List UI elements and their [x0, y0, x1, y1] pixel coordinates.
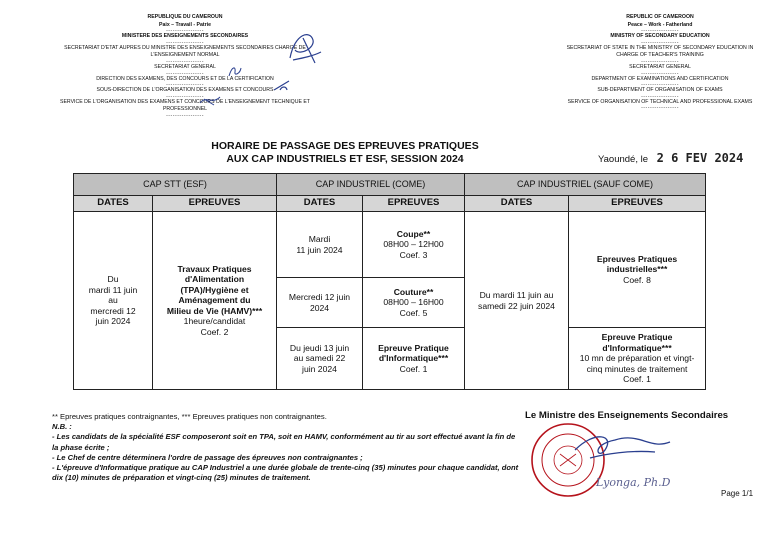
group-header-row [74, 174, 706, 196]
col-header-dates: DATES [74, 196, 153, 212]
divider: ----------------- [166, 82, 204, 89]
col-header-dates: DATES [465, 196, 569, 212]
cell-line: Coef. 8 [623, 274, 651, 285]
document-title [180, 140, 510, 166]
republic-fr: REPUBLIQUE DU CAMEROUN [147, 14, 223, 20]
cell-line: au [108, 295, 118, 306]
note-item: - Les candidats de la spécialité ESF composeront soit en TPA, soit en HAMV, conformément au tir au sort effectué avant la fin de la phase écrite ; [52, 432, 516, 452]
cell-line: industrielles*** [606, 264, 668, 275]
cell-line: Coef. 1 [399, 363, 428, 374]
date-stamp: 2 6 FEV 2024 [656, 151, 744, 165]
footnotes [52, 412, 522, 483]
divider: ----------------- [166, 93, 204, 100]
cell-line: (TPA)/Hygiène et [180, 284, 249, 295]
table-row [74, 212, 706, 278]
cell-line: cinq minutes de traitement [586, 363, 688, 374]
divider: ----------------- [641, 39, 679, 46]
cell-line: au samedi 22 [293, 353, 346, 364]
cell-line: mardi 11 juin [88, 284, 138, 295]
come-epreuve-cell [363, 212, 465, 278]
cell-line: juin 2024 [302, 363, 337, 374]
cell-line: mercredi 12 [90, 305, 136, 316]
secretariat-state-en: SECRETARIAT OF STATE IN THE MINISTRY OF SECONDARY EDUCATION IN CHARGE OF TEACHER'S TRAINING [566, 44, 754, 59]
initial-mark-icon [226, 64, 244, 80]
cell-line: d'Alimentation [184, 274, 245, 285]
cell-line: Coef. 1 [623, 374, 651, 385]
cell-line: d'Informatique*** [378, 353, 449, 364]
service-fr: SERVICE DE L'ORGANISATION DES EXAMENS ET CONCOURS DE L'ENSEIGNEMENT TECHNIQUE ET PROFESSIONNEL [60, 98, 310, 113]
initial-signature-icon [285, 28, 325, 68]
cell-line: Travaux Pratiques [177, 263, 252, 274]
motto-en: Peace – Work - Fatherland [627, 21, 693, 28]
date-line [598, 151, 743, 165]
title-line-2: AUX CAP INDUSTRIELS ET ESF, SESSION 2024 [226, 153, 464, 165]
cell-line: samedi 22 juin 2024 [478, 300, 555, 311]
secretariat-general-en: SECRETARIAT GENERAL [629, 63, 691, 70]
schedule-table [73, 173, 706, 390]
sub-direction-fr: SOUS-DIRECTION DE L'ORGANISATION DES EXAMENS ET CONCOURS [96, 87, 274, 94]
esf-dates-cell [74, 212, 153, 390]
cell-line: Milieu de Vie (HAMV)*** [166, 305, 263, 316]
secretariat-state-fr: SECRETARIAT D'ETAT AUPRES DU MINISTRE DES ENSEIGNEMENTS SECONDAIRES CHARGE DE L'ENSEIGNEMENT NORMAL [64, 44, 306, 59]
cell-line: Du [107, 274, 119, 285]
cell-line: d'Informatique*** [602, 342, 672, 353]
minister-label: Le Ministre des Enseignements Secondaires [525, 410, 729, 421]
group-header-come: CAP INDUSTRIEL (COME) [277, 174, 465, 196]
official-stamp-icon [520, 420, 700, 505]
divider: ----------------- [641, 82, 679, 89]
header-left [60, 14, 310, 118]
cell-line: Mardi [308, 234, 331, 244]
title-line-1: HORAIRE DE PASSAGE DES EPREUVES PRATIQUES [211, 140, 479, 152]
cell-line: Aménagement du [178, 295, 251, 306]
cell-line: Du mardi 11 juin au [479, 290, 554, 300]
divider: ----------------- [641, 70, 679, 77]
col-header-epreuves: EPREUVES [363, 196, 465, 212]
cell-line: 08H00 – 12H00 [383, 239, 444, 250]
divider: ----------------- [166, 70, 204, 77]
group-header-esf: CAP STT (ESF) [74, 174, 277, 196]
sub-header-row [74, 196, 706, 212]
divider: ----------------- [166, 112, 204, 119]
place-label: Yaoundé, le [598, 154, 649, 165]
cell-line: 2024 [309, 302, 330, 313]
initial-mark-icon [198, 93, 222, 107]
cell-line: Epreuve Pratique [601, 332, 673, 343]
come-date-cell [277, 328, 363, 390]
republic-en: REPUBLIC OF CAMEROON [626, 14, 694, 20]
cell-line: juin 2024 [95, 316, 131, 327]
divider: ----------------- [641, 105, 679, 112]
service-en: SERVICE OF ORGANISATION OF TECHNICAL AND PROFESSIONAL EXAMS [567, 98, 753, 105]
cell-line: 1heure/candidat [183, 316, 246, 327]
come-date-cell [277, 212, 363, 278]
department-en: DEPARTMENT OF EXAMINATIONS AND CERTIFICATION [591, 75, 729, 82]
direction-fr: DIRECTION DES EXAMENS, DES CONCOURS ET DE LA CERTIFICATION [96, 75, 274, 82]
cell-line: Epreuve Pratique [378, 342, 449, 353]
divider: ----------------- [641, 28, 679, 35]
cell-line: 08H00 – 16H00 [383, 297, 444, 308]
motto-fr: Paix – Travail - Patrie [159, 21, 211, 28]
sauf-epreuve-cell [569, 212, 706, 328]
cell-line: Du jeudi 13 juin [289, 342, 350, 353]
col-header-dates: DATES [277, 196, 363, 212]
sauf-date-cell [465, 212, 569, 390]
initial-mark-icon [272, 78, 292, 94]
note-item: - Le Chef de centre déterminera l'ordre de passage des épreuves non contraignantes ; [52, 452, 363, 462]
divider: ----------------- [641, 58, 679, 65]
page-number: Page 1/1 [721, 489, 754, 498]
divider: ----------------- [166, 39, 204, 46]
cell-line: 11 juin 2024 [296, 244, 343, 255]
nb-label: N.B. : [52, 422, 72, 432]
col-header-epreuves: EPREUVES [153, 196, 277, 212]
sub-department-en: SUB-DEPARTMENT OF ORGANISATION OF EXAMS [597, 87, 723, 94]
divider: ----------------- [641, 93, 679, 100]
cell-line: Mercredi 12 juin [288, 292, 351, 302]
divider: ----------------- [166, 28, 204, 35]
sauf-epreuve-cell [569, 328, 706, 390]
come-epreuve-cell [363, 328, 465, 390]
cell-line: Couture** [393, 286, 434, 297]
cell-line: 10 mn de préparation et vingt- [579, 353, 695, 364]
cell-line: Coef. 5 [399, 307, 428, 318]
divider: ----------------- [166, 58, 204, 65]
ministry-fr: MINISTERE DES ENSEIGNEMENTS SECONDAIRES [121, 33, 249, 40]
cell-line: Coef. 2 [200, 326, 229, 337]
col-header-epreuves: EPREUVES [569, 196, 706, 212]
ministry-en: MINISTRY OF SECONDARY EDUCATION [610, 33, 710, 40]
cell-line: Epreuves Pratiques [596, 253, 678, 264]
legend-note: ** Epreuves pratiques contraignantes, *** Epreuves pratiques non contraignantes. [52, 412, 327, 421]
come-date-cell [277, 278, 363, 328]
esf-epreuve-cell [153, 212, 277, 390]
signatory-name: Lyonga, Ph.D [596, 476, 671, 489]
cell-line: Coupe** [396, 228, 431, 239]
group-header-sauf-come: CAP INDUSTRIEL (SAUF COME) [465, 174, 706, 196]
come-epreuve-cell [363, 278, 465, 328]
cell-line: Coef. 3 [399, 249, 428, 260]
note-item: - L'épreuve d'Informatique pratique au CAP Industriel a une durée globale de trente-cinq (35) minutes pour chaque candidat, dont dix (10) minutes de préparation et vingt-cinq (25) minutes de traitement. [52, 463, 519, 483]
header-right [560, 14, 760, 110]
secretariat-general-fr: SECRETARIAT GENERAL [154, 63, 216, 70]
